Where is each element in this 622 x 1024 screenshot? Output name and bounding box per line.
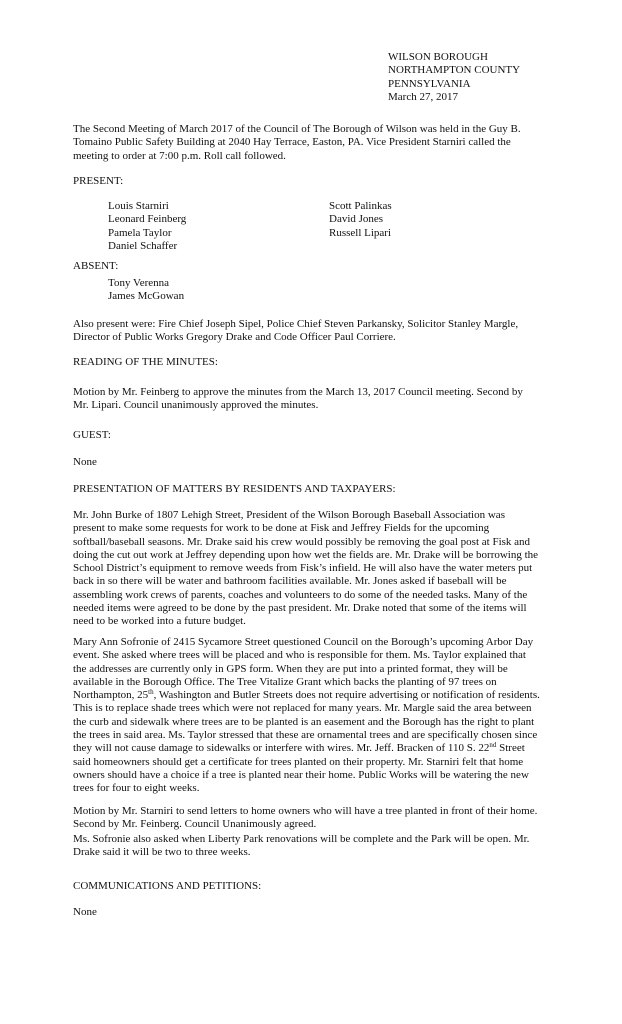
text-line: owners should have a choice if a tree is planted near their home. Public Works will be watering the new [73,768,529,781]
text-line: assembling work crews of parents, coaches and volunteers to do some of the needed tasks. Many of the [73,588,528,601]
liberty-park-paragraph [73,833,529,860]
text-line: event. She asked where trees will be placed and who is responsible for them. Ms. Taylor explained that [73,649,526,662]
text-fragment: Northampton, 25 [73,689,149,702]
absent-list [108,277,184,304]
text-line: Tomaino Public Safety Building at 2040 Hay Terrace, Easton, PA. Vice President Starniri called the [73,136,511,149]
text-line: back in so there will be water and bathroom facilities available. Mr. Jones asked if baseball will be [73,575,507,588]
ordinal-suffix: th [148,688,154,697]
text-line: PENNSYLVANIA [388,77,471,90]
text-fragment: they will not cause damage to sidewalks or interfere with wires. Mr. Jeff. Bracken of 110 S. 22 [73,742,490,755]
text-line: Motion by Mr. Starniri to send letters to home owners who will have a tree planted in front of their home. [73,805,538,817]
text-line: Also present were: Fire Chief Joseph Sipel, Police Chief Steven Parkansky, Solicitor Stanley Margle, [73,318,519,330]
text-line: the addresses are currently only in GPS form. When they are put into a printed format, they will be [73,662,508,675]
ordinal-suffix: nd [489,741,497,750]
text-line: need to be worked into a future budget. [73,615,246,628]
presentation-heading [73,483,396,496]
text-line: Director of Public Works Gregory Drake and Code Officer Paul Corriere. [73,331,396,344]
also-present-paragraph [73,318,518,345]
text-line [73,742,540,755]
text-line: Mary Ann Sofronie of 2415 Sycamore Street questioned Council on the Borough’s upcoming Arbor Day [73,636,534,648]
communications-text [73,906,97,919]
text-line: Second by Mr. Feinberg. Council Unanimously agreed. [73,818,317,831]
reading-heading [73,356,218,369]
text: None [73,906,97,918]
text-line: March 27, 2017 [388,90,458,103]
present-list-right [329,200,392,240]
present-list-left [108,200,186,253]
text-line: School District’s equipment to remove weeds from Fisk’s infield. He will also have the water meters put [73,562,533,575]
text-line: David Jones [329,213,384,226]
text-line: Mr. John Burke of 1807 Lehigh Street, President of the Wilson Borough Baseball Association was [73,509,505,521]
text-line: The Second Meeting of March 2017 of the Council of The Borough of Wilson was held in the Guy B. [73,123,521,135]
text-line: trees for four to eight weeks. [73,782,200,795]
heading: READING OF THE MINUTES: [73,356,218,368]
text-fragment: , Washington and Butler Streets does not require advertising or notification of residents. [153,689,540,702]
text-line: Daniel Schaffer [108,239,178,252]
text-line: softball/baseball seasons. Mr. Drake said his crew would possibly be removing the goal post at Fisk and [73,535,531,548]
heading: GUEST: [73,429,111,441]
text-line: NORTHAMPTON COUNTY [388,64,521,77]
text-line: needed items were agreed to be done by the past president. Mr. Drake noted that some of the items will [73,602,527,615]
letterhead [388,51,520,104]
heading: ABSENT: [73,260,119,272]
intro-paragraph [73,123,521,163]
absent-heading [73,260,118,273]
text-line: the curb and sidewalk where trees are to be planted is an easement and the Borough has the right to plant [73,715,535,728]
text-line: said homeowners should get a certificate for trees planted on their property. Mr. Starniri felt that home [73,755,524,768]
text: None [73,456,97,468]
text-fragment: Street [496,742,525,755]
text-line: doing the cut out work at Jeffrey depending upon how wet the fields are. Mr. Drake will be borrowing the [73,548,539,561]
text-line [73,689,540,702]
text-line: Scott Palinkas [329,200,392,212]
motion-paragraph [73,805,537,832]
text-line: James McGowan [108,290,185,303]
guest-text [73,456,97,469]
present-heading [73,175,123,188]
communications-heading [73,880,261,893]
text-line: Drake said it will be two to three weeks. [73,846,251,859]
text-line: Leonard Feinberg [108,213,187,226]
burke-paragraph [73,509,538,629]
text-line: available in the Borough Office. The Tree Vitalize Grant which backs the planting of 97 trees on [73,675,497,688]
text-line: Ms. Sofronie also asked when Liberty Park renovations will be complete and the Park will be open. Mr. [73,833,530,845]
text-line: This is to replace shade trees which were not replaced for many years. Mr. Margle said the area between [73,702,532,715]
heading: PRESENTATION OF MATTERS BY RESIDENTS AND TAXPAYERS: [73,483,396,495]
heading: PRESENT: [73,175,124,187]
text-line: Russell Lipari [329,226,392,239]
text-line: Louis Starniri [108,200,169,212]
text-line: Mr. Lipari. Council unanimously approved the minutes. [73,399,319,412]
text-line: the trees in said area. Ms. Taylor stressed that these are ornamental trees and are specifically chosen since [73,729,538,742]
text-line: meeting to order at 7:00 p.m. Roll call followed. [73,149,286,162]
text-line: present to make some requests for work to be done at Fisk and Jeffrey Fields for the upcoming [73,522,490,535]
heading: COMMUNICATIONS AND PETITIONS: [73,880,262,892]
text-line: Pamela Taylor [108,226,172,239]
text-line: Motion by Mr. Feinberg to approve the minutes from the March 13, 2017 Council meeting. Second by [73,386,523,398]
reading-paragraph [73,386,523,413]
sofronie-paragraph [73,636,540,796]
text-line: Tony Verenna [108,277,170,289]
text-line: WILSON BOROUGH [388,51,488,63]
guest-heading [73,429,111,442]
